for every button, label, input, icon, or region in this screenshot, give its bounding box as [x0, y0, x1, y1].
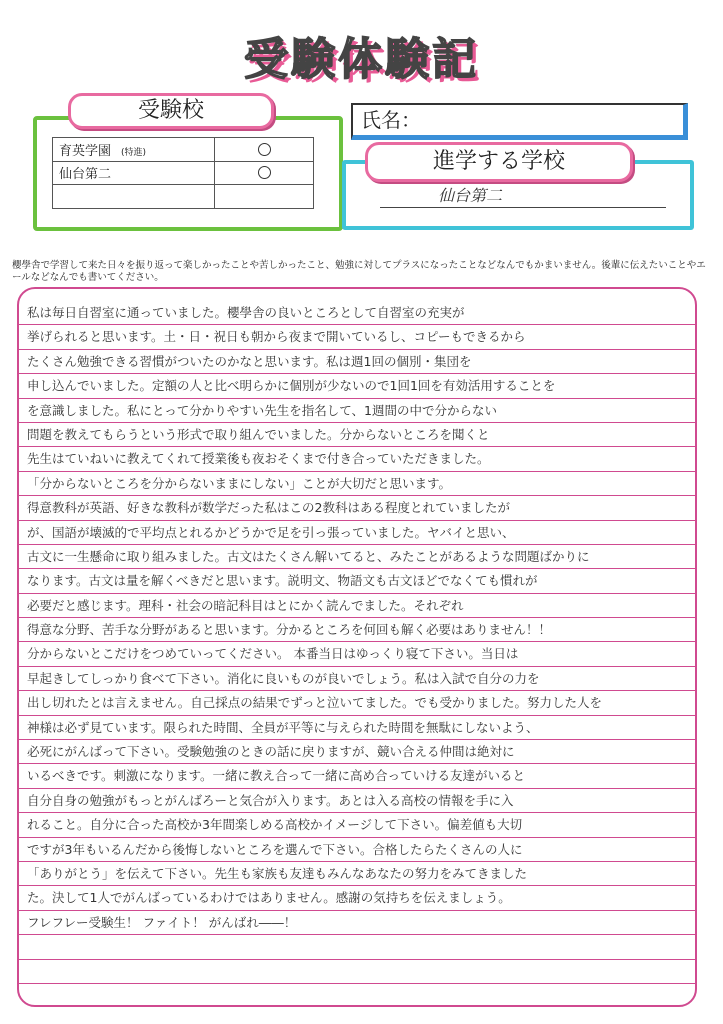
- name-label: 氏名：: [361, 108, 421, 132]
- essay-line: 出し切れたとは言えません。自己採点の結果でずっと泣いてました。でも受かりました。努力した人を: [19, 691, 695, 715]
- essay-line: 神様は必ず見ています。限られた時間、全員が平等に与えられた時間を無駄にしないよう、: [19, 716, 695, 740]
- table-row: [53, 161, 314, 185]
- essay-line: 早起きしてしっかり食べて下さい。消化に良いものが良いでしょう。私は入試で自分の力を: [19, 667, 695, 691]
- essay-line: 古文に一生懸命に取り組みました。古文はたくさん解いてると、みたことがあるような問題ばかりに: [19, 545, 695, 569]
- essay-line: を意識しました。私にとって分かりやすい先生を指名して、1週間の中で分からない: [19, 399, 695, 423]
- essay-line: [19, 984, 695, 1007]
- instructions: 櫻學舎で学習して来た日々を振り返って楽しかったことや苦しかったこと、勉強に対してプラスになったことなどなんでもかまいません。後輩に伝えたいことやエールなどなんでも書いてください。: [12, 260, 706, 283]
- essay-line: 得意教科が英語、好きな教科が数学だった私はこの2教科はある程度とれていましたが: [19, 496, 695, 520]
- essay-line: 先生はていねいに教えてくれて授業後も夜おそくまで付き合っていただきました。: [19, 447, 695, 471]
- result-cell: [215, 138, 314, 162]
- result-cell: [215, 161, 314, 185]
- essay-line: 得意な分野、苦手な分野があると思います。分かるところを何回も解く必要はありません！！: [19, 618, 695, 642]
- essay-line: フレフレー受験生！ ファイト！ がんばれ――！: [19, 911, 695, 935]
- essay-line: たくさん勉強できる習慣がついたのかなと思います。私は週1回の個別・集団を: [19, 350, 695, 374]
- pass-circle-icon: [258, 166, 271, 179]
- essay-line: なります。古文は量を解くべきだと思います。説明文、物語文も古文ほどでなくても慣れが: [19, 569, 695, 593]
- essay-lines: [19, 301, 695, 1007]
- essay-box: [17, 287, 697, 1007]
- name-field: [351, 103, 688, 140]
- result-cell: [215, 185, 314, 209]
- essay-line: 挙げられると思います。土・日・祝日も朝から夜まで開いているし、コピーもできるから: [19, 325, 695, 349]
- essay-line: [19, 935, 695, 959]
- destination-label: 進学する学校: [365, 142, 633, 182]
- school-name: 育英学園: [59, 143, 112, 159]
- essay-line: 私は毎日自習室に通っていました。櫻學舎の良いところとして自習室の充実が: [19, 301, 695, 325]
- destination-value: 仙台第二: [438, 186, 503, 205]
- destination-underline: [380, 207, 666, 208]
- essay-line: 自分自身の勉強がもっとがんばろーと気合が入ります。あとは入る高校の情報を手に入: [19, 789, 695, 813]
- essay-line: 「ありがとう」を伝えて下さい。先生も家族も友達もみんなあなたの努力をみてきました: [19, 862, 695, 886]
- essay-line: れること。自分に合った高校か3年間楽しめる高校かイメージして下さい。偏差値も大切: [19, 813, 695, 837]
- essay-line: [19, 960, 695, 984]
- school-name-cell: [53, 161, 215, 185]
- table-row: [53, 185, 314, 209]
- essay-line: た。決して1人でがんばっているわけではありません。感謝の気持ちを伝えましょう。: [19, 886, 695, 910]
- essay-line: 問題を教えてもらうという形式で取り組んでいました。分からないところを聞くと: [19, 423, 695, 447]
- essay-line: ですが3年もいるんだから後悔しないところを選んで下さい。合格したらたくさんの人に: [19, 838, 695, 862]
- table-row: [53, 138, 314, 162]
- essay-line: が、国語が壊滅的で平均点とれるかどうかで足を引っ張っていました。ヤバイと思い、: [19, 521, 695, 545]
- essay-line: 分からないとこだけをつめていってください。 本番当日はゆっくり寝て下さい。当日は: [19, 642, 695, 666]
- school-name: 仙台第二: [59, 167, 112, 183]
- schools-table: [52, 137, 314, 209]
- schools-label: 受験校: [68, 93, 274, 129]
- school-note: (特進): [121, 147, 147, 158]
- essay-line: 必要だと感じます。理科・社会の暗記科目はとにかく読んでました。それぞれ: [19, 594, 695, 618]
- pass-circle-icon: [258, 143, 271, 156]
- essay-line: 「分からないところを分からないままにしない」ことが大切だと思います。: [19, 472, 695, 496]
- essay-line: 必死にがんばって下さい。受験勉強のときの話に戻りますが、競い合える仲間は絶対に: [19, 740, 695, 764]
- essay-line: いるべきです。刺激になります。一緒に教え合って一緒に高め合っていける友達がいると: [19, 764, 695, 788]
- essay-line: 申し込んでいました。定額の人と比べ明らかに個別が少ないので1回1回を有効活用することを: [19, 374, 695, 398]
- page-title: 受験体験記: [244, 34, 479, 85]
- school-name-cell: [53, 185, 215, 209]
- school-name-cell: [53, 138, 215, 162]
